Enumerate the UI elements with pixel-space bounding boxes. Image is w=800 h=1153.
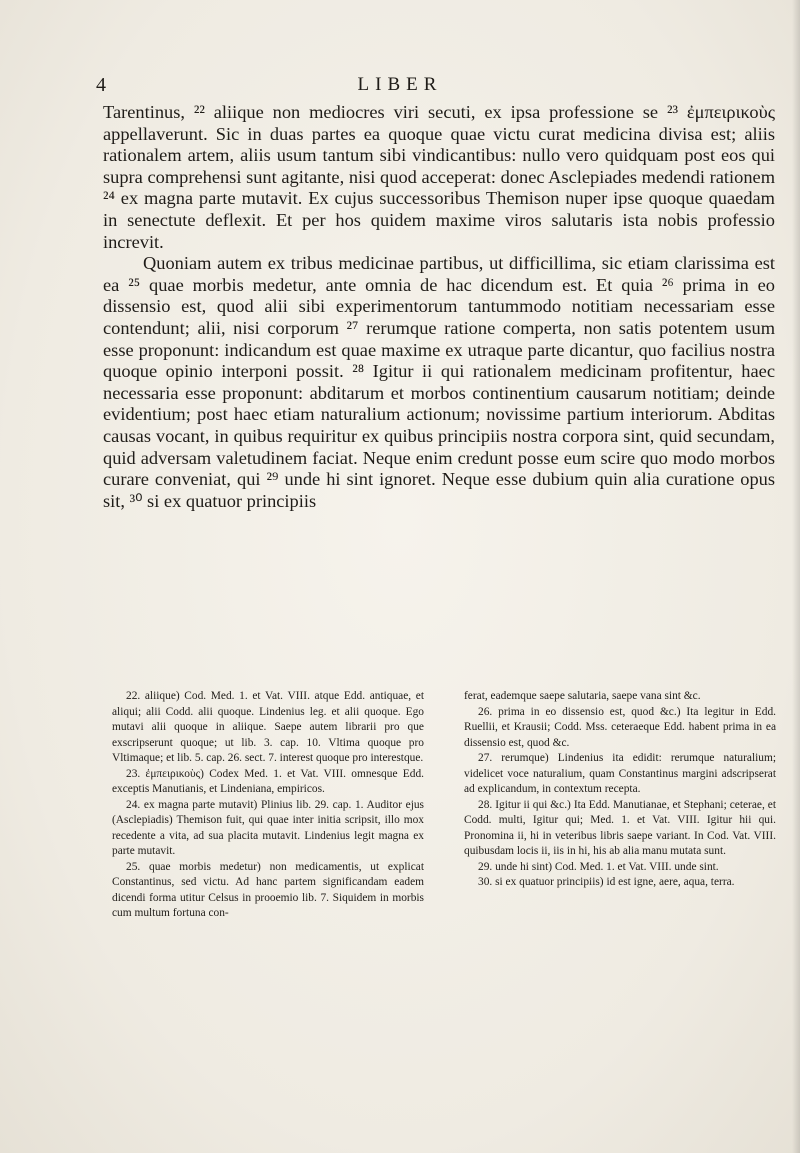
footnote: 25. quae morbis medetur) non medicamentis, ut explicat Constantinus, sed victu. Ad hanc partem significandam eadem dicendi forma utitur Celsus in prooemio lib. 7. Siquidem in morbis cum multum fortuna con- bbox=[112, 860, 424, 919]
running-head: LIBER bbox=[357, 74, 443, 95]
footnote-continuation: ferat, eademque saepe salutaria, saepe vana sint &c. bbox=[464, 690, 701, 702]
page-header bbox=[0, 74, 800, 98]
footnotes-right-column bbox=[464, 689, 776, 922]
footnote: 23. ἐμπειρικοὺς) Codex Med. 1. et Vat. VIII. omnesque Edd. exceptis Manutianis, et Lindeniana, empiricos. bbox=[112, 767, 424, 795]
footnote: 28. Igitur ii qui &c.) Ita Edd. Manutianae, et Stephani; ceterae, et Codd. multi, Igitur qui; Med. 1. et Vat. VIII. Igitur hii qui. Pronomina ii, hi in veteribus libris saepe variant. In Cod. Vat. VIII. quibusdam locis ii, iis in hi, his ab alia manu mutata sunt. bbox=[464, 798, 776, 857]
page-number: 4 bbox=[96, 74, 106, 96]
footnotes-left-column bbox=[112, 689, 424, 922]
main-paragraph: Tarentinus, ²² aliique non mediocres viri secuti, ex ipsa professione se ²³ ἐμπειρικοὺς appellaverunt. Sic in duas partes ea quoque quae victu curat medicina divisa est; aliis rationalem artem, aliis usum tantum sibi vindicantibus: nullo vero quidquam post eos qui supra comprehensi sunt agitante, nisi quod acceperat: donec Asclepiades medendi rationem ²⁴ ex magna parte mutavit. Ex cujus successoribus Themison nuper ipse quoque quaedam in senectute deflexit. Et per hos quidem maxime viros salutaris ista nobis professio increvit. bbox=[103, 102, 775, 252]
footnote: 29. unde hi sint) Cod. Med. 1. et Vat. VIII. unde sint. bbox=[478, 860, 719, 873]
footnotes bbox=[112, 689, 776, 922]
footnote: 27. rerumque) Lindenius ita edidit: rerumque naturalium; videlicet voce naturalium, quam Constantinus margini adscripserat ad explicandum, in contextum recepta. bbox=[464, 752, 776, 795]
footnote: 30. si ex quatuor principiis) id est igne, aere, aqua, terra. bbox=[478, 876, 735, 888]
main-text bbox=[103, 102, 775, 512]
main-paragraph: Quoniam autem ex tribus medicinae partibus, ut difficillima, sic etiam clarissima est ea ²⁵ quae morbis medetur, ante omnia de hac dicendum est. Et quia ²⁶ prima in eo dissensio est, quod alii sibi experimentorum tantummodo notitiam necessariam esse contendunt; alii, nisi corporum ²⁷ rerumque ratione comperta, non satis potentem usum esse proponunt: indicandum est quae maxime ex utraque parte dicantur, quo facilius nostra quoque opinio interponi possit. ²⁸ Igitur ii qui rationalem medicinam profitentur, haec necessaria esse proponunt: abditarum et morbos continentium causarum notitiam; deinde evidentium; post haec etiam naturalium actionum; novissime partium interiorum. Abditas causas vocant, in quibus requiritur ex quibus principiis nostra corpora sint, quid secundam, quid adversam valetudinem faciat. Neque enim credunt posse eum scire quo modo morbos curare conveniat, qui ²⁹ unde hi sint ignoret. Neque esse dubium quin alia curatione opus sit, ³⁰ si ex quatuor principiis bbox=[103, 253, 775, 511]
page-edge-shadow bbox=[792, 0, 800, 1153]
footnote: 22. aliique) Cod. Med. 1. et Vat. VIII. atque Edd. antiquae, et aliqui; alii Codd. alii quoque. Lindenius leg. et alii quoque. Ego mutavi alii quoque in aliique. Saepe autem librarii pro que exscripserunt quoque; ut lib. 3. cap. 10. Vltima quoque pro Vltimaque; et lib. 5. cap. 26. sect. 7. interest quoque pro interestque. bbox=[112, 690, 424, 764]
footnote: 26. prima in eo dissensio est, quod &c.) Ita legitur in Edd. Ruellii, et Krausii; Codd. Mss. ceteraeque Edd. habent prima in ea dissensio est, quod &c. bbox=[464, 705, 776, 749]
footnote: 24. ex magna parte mutavit) Plinius lib. 29. cap. 1. Auditor ejus (Asclepiadis) Themison fuit, qui quae inter initia scripsit, illo mox recedente a vita, ad sua placita mutavit. Lindenius legit magna ex parte mutavit. bbox=[112, 798, 424, 857]
